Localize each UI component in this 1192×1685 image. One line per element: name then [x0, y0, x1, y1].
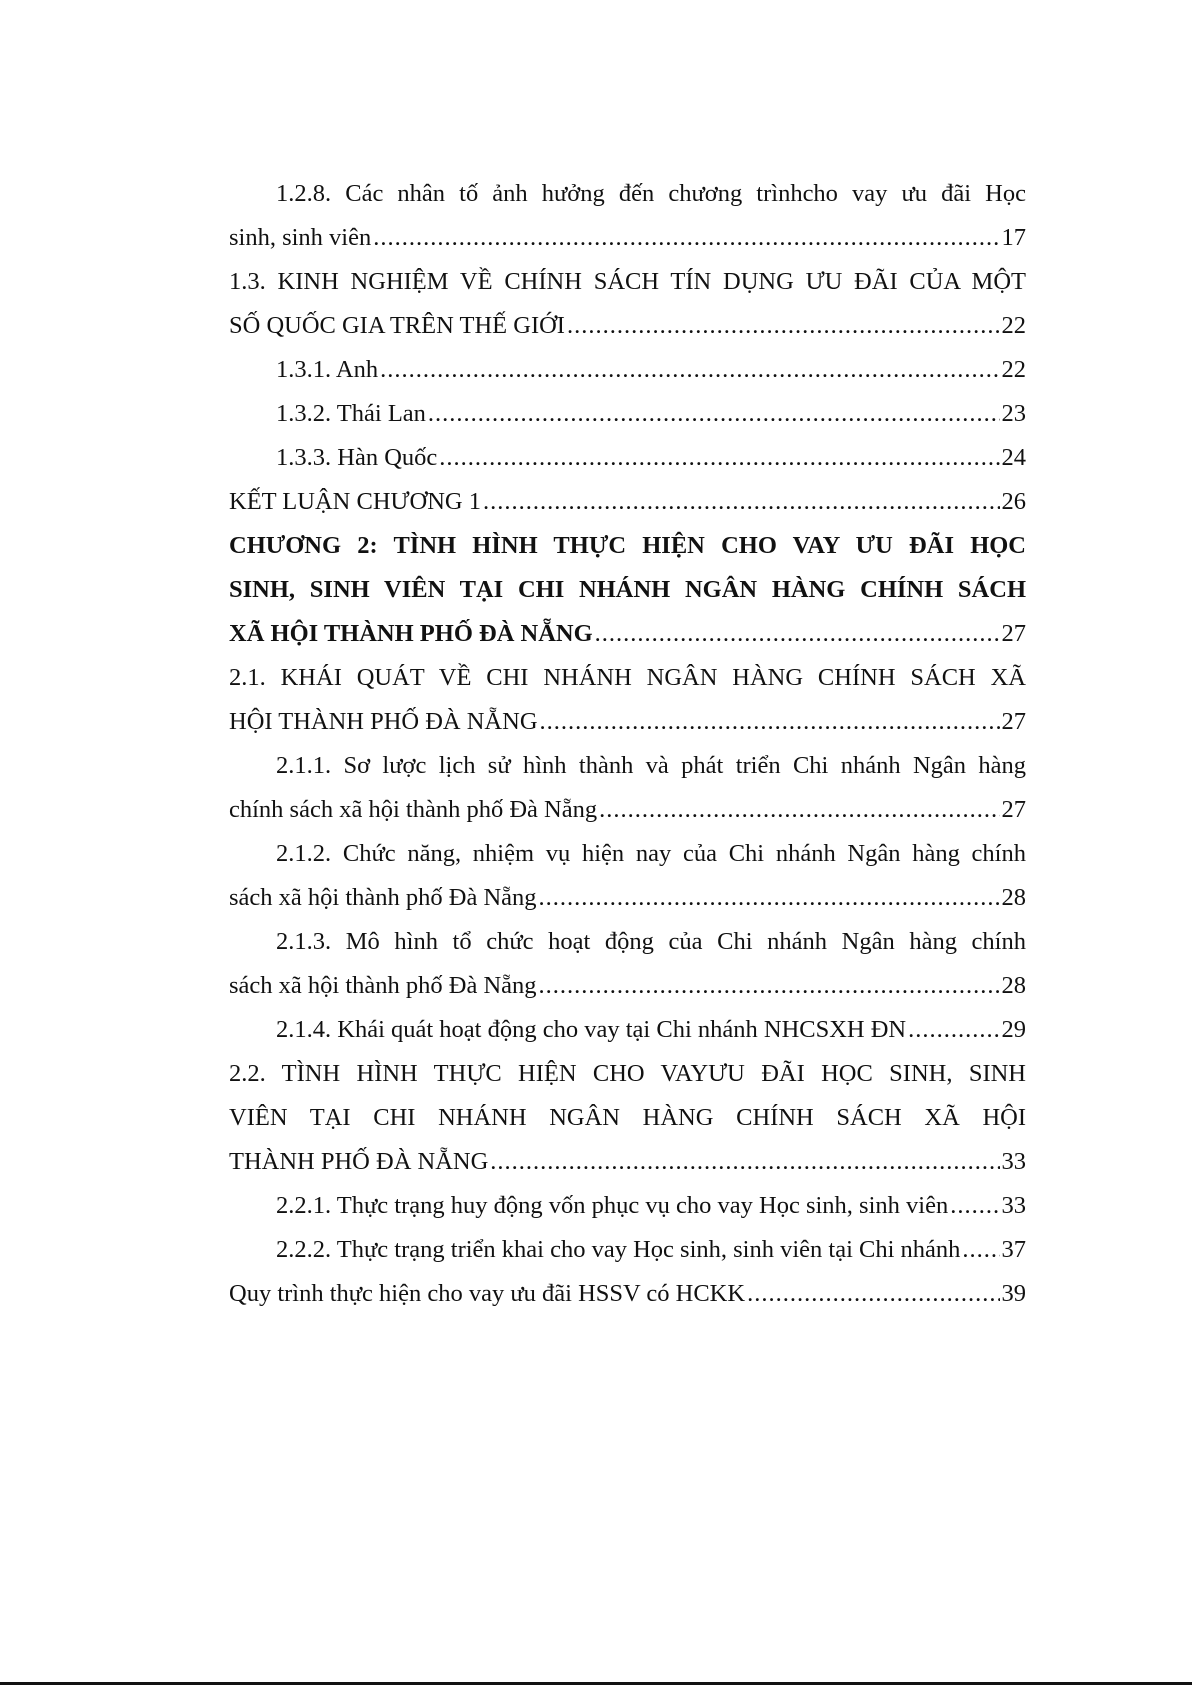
dot-leader	[539, 964, 1000, 1008]
toc-entry-2-1-3[interactable]	[229, 920, 1026, 1008]
toc-entry-quy-trinh[interactable]	[229, 1272, 1026, 1316]
toc-entry-text: 2.2. TÌNH HÌNH THỰC HIỆN CHO VAYƯU ĐÃI HỌC SINH, SINH	[229, 1060, 1026, 1087]
dot-leader	[540, 700, 1000, 744]
toc-entry-text: 2.2.2. Thực trạng triển khai cho vay Học sinh, sinh viên tại Chi nhánh	[276, 1236, 961, 1263]
toc-entry-text: 1.3.2. Thái Lan	[276, 400, 426, 427]
page-number: 37	[1001, 1236, 1026, 1263]
toc-entry-2-1-1[interactable]	[229, 744, 1026, 832]
page-number: 22	[1001, 312, 1026, 339]
toc-entry-1-3-2[interactable]	[229, 392, 1026, 436]
page-number: 17	[1001, 224, 1026, 251]
page-number: 22	[1001, 356, 1026, 383]
toc-entry-text: VIÊN TẠI CHI NHÁNH NGÂN HÀNG CHÍNH SÁCH XÃ HỘI	[229, 1104, 1026, 1131]
toc-entry-text: sách xã hội thành phố Đà Nẵng	[229, 884, 537, 911]
toc-entry-text: sinh, sinh viên	[229, 224, 372, 251]
dot-leader	[950, 1184, 999, 1228]
toc-entry-text: HỘI THÀNH PHỐ ĐÀ NẴNG	[229, 708, 538, 735]
toc-entry-1-3-1[interactable]	[229, 348, 1026, 392]
toc-entry-2-2-1[interactable]	[229, 1184, 1026, 1228]
toc-entry-text: 2.1. KHÁI QUÁT VỀ CHI NHÁNH NGÂN HÀNG CHÍNH SÁCH XÃ	[229, 664, 1026, 691]
toc-entry-chuong-2[interactable]	[229, 524, 1026, 656]
table-of-contents	[229, 172, 1026, 1316]
toc-entry-1-3[interactable]	[229, 260, 1026, 348]
dot-leader	[595, 612, 1000, 656]
toc-entry-1-2-8[interactable]	[229, 172, 1026, 260]
dot-leader	[599, 788, 999, 832]
page-number: 28	[1001, 972, 1026, 999]
toc-entry-text: THÀNH PHỐ ĐÀ NẴNG	[229, 1148, 489, 1175]
toc-entry-text: SINH, SINH VIÊN TẠI CHI NHÁNH NGÂN HÀNG CHÍNH SÁCH	[229, 576, 1026, 603]
toc-entry-ket-luan-chuong-1[interactable]	[229, 480, 1026, 524]
toc-entry-text: 2.1.1. Sơ lược lịch sử hình thành và phát triển Chi nhánh Ngân hàng	[276, 752, 1026, 779]
page-number: 28	[1001, 884, 1026, 911]
toc-entry-2-1-4[interactable]	[229, 1008, 1026, 1052]
toc-entry-text: Quy trình thực hiện cho vay ưu đãi HSSV có HCKK	[229, 1280, 746, 1307]
toc-entry-text: sách xã hội thành phố Đà Nẵng	[229, 972, 537, 999]
toc-entry-text: 1.2.8. Các nhân tố ảnh hưởng đến chương trìnhcho vay ưu đãi Học	[276, 180, 1026, 207]
toc-entry-text: 2.1.2. Chức năng, nhiệm vụ hiện nay của Chi nhánh Ngân hàng chính	[276, 840, 1026, 867]
toc-entry-text: CHƯƠNG 2: TÌNH HÌNH THỰC HIỆN CHO VAY ƯU ĐÃI HỌC	[229, 532, 1026, 559]
page-number: 29	[1001, 1016, 1026, 1043]
toc-entry-1-3-3[interactable]	[229, 436, 1026, 480]
dot-leader	[439, 436, 999, 480]
dot-leader	[962, 1228, 999, 1272]
page-number: 33	[1001, 1148, 1026, 1175]
dot-leader	[483, 480, 1000, 524]
toc-entry-text: KẾT LUẬN CHƯƠNG 1	[229, 488, 481, 515]
toc-entry-text: 1.3. KINH NGHIỆM VỀ CHÍNH SÁCH TÍN DỤNG ƯU ĐÃI CỦA MỘT	[229, 268, 1026, 295]
page-number: 27	[1001, 708, 1026, 735]
dot-leader	[373, 216, 999, 260]
toc-entry-text: chính sách xã hội thành phố Đà Nẵng	[229, 796, 598, 823]
toc-entry-text: 1.3.3. Hàn Quốc	[276, 444, 438, 471]
page-number: 23	[1001, 400, 1026, 427]
page-number: 39	[1001, 1280, 1026, 1307]
dot-leader	[908, 1008, 999, 1052]
toc-entry-2-1-2[interactable]	[229, 832, 1026, 920]
toc-entry-text: 2.2.1. Thực trạng huy động vốn phục vụ cho vay Học sinh, sinh viên	[276, 1192, 949, 1219]
toc-entry-2-2[interactable]	[229, 1052, 1026, 1184]
toc-entry-2-1[interactable]	[229, 656, 1026, 744]
toc-entry-text: 2.1.3. Mô hình tổ chức hoạt động của Chi nhánh Ngân hàng chính	[276, 928, 1026, 955]
page-number: 27	[1001, 796, 1026, 823]
page-number: 26	[1001, 488, 1026, 515]
toc-entry-2-2-2[interactable]	[229, 1228, 1026, 1272]
page-number: 24	[1001, 444, 1026, 471]
dot-leader	[567, 304, 1000, 348]
page-number: 33	[1001, 1192, 1026, 1219]
toc-entry-text: 2.1.4. Khái quát hoạt động cho vay tại Chi nhánh NHCSXH ĐN	[276, 1016, 907, 1043]
page-number: 27	[1001, 620, 1026, 647]
dot-leader	[380, 348, 999, 392]
toc-entry-text: 1.3.1. Anh	[276, 356, 379, 383]
dot-leader	[428, 392, 1000, 436]
dot-leader	[539, 876, 1000, 920]
toc-entry-text: SỐ QUỐC GIA TRÊN THẾ GIỚI	[229, 312, 565, 339]
dot-leader	[747, 1272, 999, 1316]
dot-leader	[490, 1140, 999, 1184]
toc-entry-text: XÃ HỘI THÀNH PHỐ ĐÀ NẴNG	[229, 620, 593, 647]
